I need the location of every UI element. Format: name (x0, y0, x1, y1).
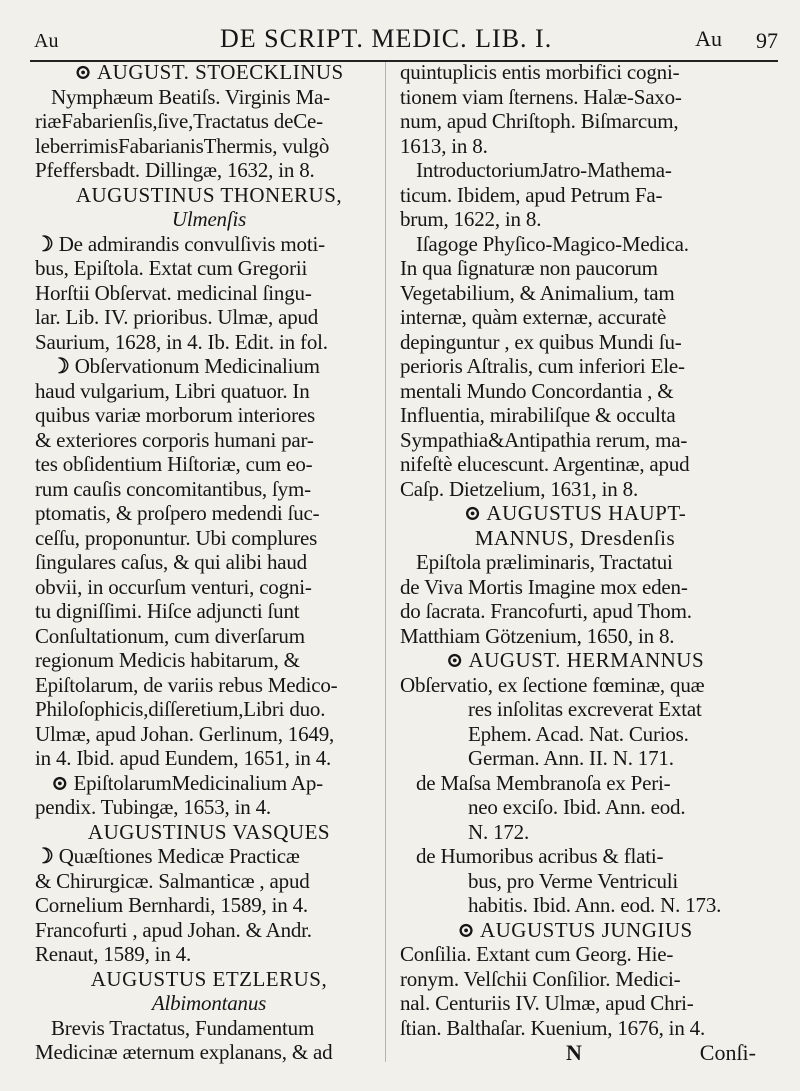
line-text: internæ, quàm externæ, accuratè (400, 305, 667, 329)
text-line (35, 918, 383, 943)
header-guide-word-right: Au (695, 26, 722, 51)
entry-heading (400, 526, 750, 551)
line-text: Cornelium Bernhardi, 1589, in 4. (35, 893, 308, 917)
line-text: AUGUSTUS HAUPT- (486, 501, 687, 525)
line-text: Francofurti , apud Johan. & Andr. (35, 917, 312, 942)
line-text: tu digniſſimi. Hiſce adjuncti ſunt (35, 599, 300, 623)
line-text: Saurium, 1628, in 4. Ib. Edit. in fol. (35, 329, 328, 354)
text-line (35, 256, 383, 281)
text-line (35, 428, 383, 453)
line-text: rum cauſis concomitantibus, ſym- (35, 476, 311, 501)
line-text: de Viva Mortis Imagine mox eden- (400, 574, 688, 599)
line-text: Medicinæ æternum explanans, & ad (35, 1040, 333, 1064)
line-text: MANNUS, Dresdenſis (474, 525, 676, 550)
line-text: brum, 1622, in 8. (400, 207, 542, 231)
line-text: Brevis Tractatus, Fundamentum (51, 1015, 315, 1040)
header-guide-word-left: Au (34, 30, 59, 52)
text-line (35, 526, 383, 551)
line-text: in 4. Ibid. apud Eundem, 1651, in 4. (35, 746, 332, 770)
line-text: de Maſsa Membranoſa ex Peri- (416, 770, 671, 795)
line-text: lar. Lib. IV. prioribus. Ulmæ, apud (35, 305, 319, 329)
text-line (400, 109, 750, 134)
text-line (35, 501, 383, 526)
line-text: German. Ann. II. N. 171. (468, 746, 674, 770)
signature-mark: N (566, 1040, 582, 1065)
moon-symbol-icon: ☽ (51, 354, 70, 378)
sun-symbol-icon: ⊙ (463, 501, 482, 525)
text-line (400, 477, 750, 502)
author-origin (35, 207, 383, 232)
text-line (400, 991, 750, 1016)
line-text: leberrimisFabarianisThermis, vulgò (35, 133, 330, 158)
line-text: tes obſidentium Hiſtoriæ, cum eo- (35, 452, 313, 476)
text-line (400, 232, 750, 257)
catchword: Conſi- (699, 1040, 756, 1065)
running-header (30, 18, 778, 62)
entry-heading (400, 918, 750, 943)
line-text: depinguntur , ex quibus Mundi ſu- (400, 329, 682, 354)
text-line (35, 599, 383, 624)
line-text: AUGUST. STOECKLINUS (96, 60, 344, 84)
text-line (35, 844, 383, 869)
text-line (35, 1040, 383, 1065)
text-line (400, 893, 750, 918)
text-line (35, 575, 383, 600)
line-text: riæFabarienſis,ſive,Tractatus deCe- (35, 109, 323, 133)
line-text: do ſacrata. Francofurti, apud Thom. (400, 599, 692, 623)
line-text: ceſſu, proponuntur. Ubi complures (35, 525, 318, 550)
text-line (400, 575, 750, 600)
text-line (35, 893, 383, 918)
text-line (400, 673, 750, 698)
line-text: Albimontanus (151, 991, 267, 1015)
text-line (35, 795, 383, 820)
line-text: Horſtii Obſervat. medicinal ſingu- (35, 280, 312, 305)
line-text: obvii, in occurſum venturi, cogni- (35, 574, 312, 599)
text-line (400, 281, 750, 306)
line-text: bus, pro Verme Ventriculi (468, 868, 679, 893)
text-line (400, 207, 750, 232)
text-line (35, 232, 383, 257)
line-text: neo exciſo. Ibid. Ann. eod. (468, 795, 686, 819)
text-line (35, 550, 383, 575)
line-text: tionem viam ſternens. Halæ-Saxo- (400, 84, 682, 109)
moon-symbol-icon: ☽ (35, 844, 54, 868)
text-line (35, 624, 383, 649)
line-text: Pfeffersbadt. Dillingæ, 1632, in 8. (35, 158, 315, 182)
text-line (35, 305, 383, 330)
line-text: Iſagoge Phyſico-Magico-Medica. (416, 231, 689, 256)
text-line (400, 550, 750, 575)
line-text: num, apud Chriſtoph. Biſmarcum, (400, 109, 679, 133)
line-text: ſingulares caſus, & qui alibi haud (35, 550, 307, 574)
line-text: quintuplicis entis morbifici cogni- (400, 60, 680, 84)
text-line (35, 477, 383, 502)
text-line (35, 746, 383, 771)
line-text: ticum. Ibidem, apud Petrum Fa- (400, 182, 663, 207)
text-line (400, 183, 750, 208)
text-line (35, 697, 383, 722)
line-text: habitis. Ibid. Ann. eod. N. 173. (468, 893, 722, 917)
line-text: Influentia, mirabiliſque & occulta (400, 403, 676, 427)
sun-symbol-icon: ⊙ (51, 770, 69, 795)
line-text: N. 172. (468, 819, 530, 844)
line-text: & exteriores corporis humani par- (35, 427, 314, 452)
line-text: res inſolitas excreverat Extat (468, 697, 702, 721)
sun-symbol-icon: ⊙ (445, 648, 464, 672)
text-line (400, 403, 750, 428)
moon-symbol-icon: ☽ (35, 231, 54, 256)
line-text: ſtian. Balthaſar. Kuenium, 1676, in 4. (400, 1015, 706, 1040)
text-line (35, 452, 383, 477)
text-line (35, 330, 383, 355)
text-line (35, 379, 383, 404)
text-line (35, 869, 383, 894)
text-line (400, 771, 750, 796)
text-line (400, 379, 750, 404)
line-text: Conſultationum, cum diverſarum (35, 623, 305, 648)
text-line (35, 109, 383, 134)
text-line (400, 256, 750, 281)
line-text: Ulmæ, apud Johan. Gerlinum, 1649, (35, 721, 335, 746)
text-line (400, 1016, 750, 1041)
text-line (400, 85, 750, 110)
text-line (400, 746, 750, 771)
line-text: Vegetabilium, & Animalium, tam (400, 280, 675, 305)
line-text: Obſervationum Medicinalium (74, 354, 320, 378)
text-line (35, 281, 383, 306)
line-text: perioris Aſtralis, cum inferiori Ele- (400, 354, 685, 378)
line-text: Quæſtiones Medicæ Practicæ (58, 844, 300, 868)
line-text: nifeſtè elucescunt. Argentinæ, apud (400, 452, 690, 476)
text-line (400, 354, 750, 379)
entry-heading (35, 967, 383, 992)
line-text: ronym. Velſchii Conſilior. Medici- (400, 966, 681, 991)
text-line (35, 1016, 383, 1041)
line-text: IntroductoriumJatro-Mathema- (416, 158, 672, 182)
line-text: Ephem. Acad. Nat. Curios. (468, 721, 689, 746)
line-text: Ulmenſis (171, 207, 247, 231)
text-line (400, 869, 750, 894)
line-text: de Humoribus acribus & flati- (416, 844, 664, 868)
line-text: Philoſophicis,diſſeretium,Libri duo. (35, 697, 326, 721)
text-line (400, 624, 750, 649)
text-line (400, 60, 750, 85)
text-line (400, 452, 750, 477)
text-line (400, 820, 750, 845)
line-text: regionum Medicis habitarum, & (35, 648, 300, 672)
line-text: ptomatis, & proſpero medendi ſuc- (35, 501, 320, 525)
line-text: Caſp. Dietzelium, 1631, in 8. (400, 476, 638, 501)
text-line (400, 844, 750, 869)
text-line (35, 942, 383, 967)
text-line (35, 673, 383, 698)
entry-heading (400, 648, 750, 673)
line-text: Conſilia. Extant cum Georg. Hie- (400, 942, 674, 966)
line-text: Epiſtolarum, de variis rebus Medico- (35, 672, 338, 697)
text-line (400, 599, 750, 624)
text-line (35, 85, 383, 110)
line-text: mentali Mundo Concordantia , & (400, 378, 674, 403)
line-text: Obſervatio, ex ſectione fœminæ, quæ (400, 672, 705, 697)
text-line (400, 428, 750, 453)
entry-heading (35, 183, 383, 208)
line-text: quibus variæ morborum interiores (35, 403, 315, 427)
line-text: Renaut, 1589, in 4. (35, 942, 192, 966)
line-text: haud vulgarium, Libri quatuor. In (35, 378, 310, 403)
line-text: nal. Centuriis IV. Ulmæ, apud Chri- (400, 991, 694, 1015)
line-text: AUGUSTINUS THONERUS, (75, 182, 343, 207)
line-text: De admirandis convulſivis moti- (58, 231, 325, 256)
text-line (400, 305, 750, 330)
text-line (400, 967, 750, 992)
line-text: Sympathia&Antipathia rerum, ma- (400, 427, 688, 452)
right-column (400, 60, 750, 1040)
text-line (400, 158, 750, 183)
text-line (35, 403, 383, 428)
author-origin (35, 991, 383, 1016)
text-line (35, 354, 383, 379)
text-line (35, 648, 383, 673)
line-text: Matthiam Götzenium, 1650, in 8. (400, 623, 675, 648)
line-text: AUGUSTUS JUNGIUS (479, 917, 693, 942)
line-text: 1613, in 8. (400, 133, 488, 158)
text-line (400, 722, 750, 747)
left-column (35, 60, 383, 1065)
entry-heading (400, 501, 750, 526)
text-line (35, 134, 383, 159)
text-line (400, 795, 750, 820)
entry-heading (35, 820, 383, 845)
line-text: & Chirurgicæ. Salmanticæ , apud (35, 868, 310, 893)
line-text: pendix. Tubingæ, 1653, in 4. (35, 795, 271, 819)
line-text: bus, Epiſtola. Extat cum Gregorii (35, 256, 308, 280)
line-text: Nymphæum Beatiſs. Virginis Ma- (51, 84, 330, 109)
text-line (400, 330, 750, 355)
text-line (35, 771, 383, 796)
line-text: AUGUSTINUS VASQUES (87, 819, 331, 844)
column-divider (385, 62, 386, 1062)
page-number: 97 (756, 28, 778, 53)
sun-symbol-icon: ⊙ (74, 60, 93, 84)
text-line (400, 134, 750, 159)
entry-heading (35, 60, 383, 85)
text-line (35, 158, 383, 183)
line-text: Epiſtola præliminaris, Tractatui (416, 550, 673, 574)
line-text: EpiſtolarumMedicinalium Ap- (73, 770, 323, 795)
line-text: AUGUSTUS ETZLERUS, (90, 966, 328, 991)
sun-symbol-icon: ⊙ (457, 917, 476, 942)
line-text: In qua ſignaturæ non paucorum (400, 256, 658, 280)
text-line (35, 722, 383, 747)
text-line (400, 697, 750, 722)
text-line (400, 942, 750, 967)
line-text: AUGUST. HERMANNUS (468, 648, 705, 672)
running-title: DE SCRIPT. MEDIC. LIB. I. (220, 24, 553, 53)
